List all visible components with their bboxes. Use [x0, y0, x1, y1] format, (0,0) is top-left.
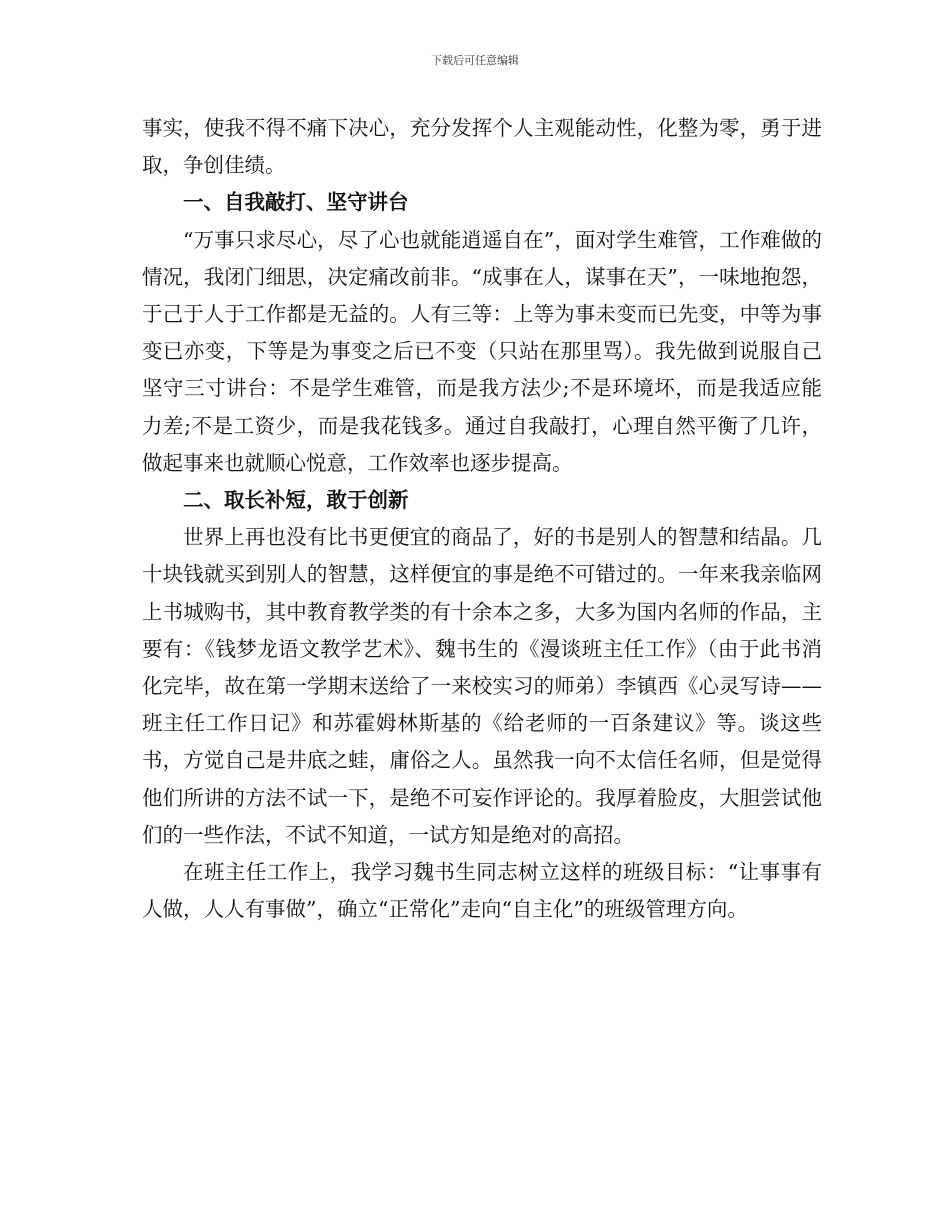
- paragraph-self-reflection: “万事只求尽心，尽了心也就能逍遥自在”，面对学生难管，工作难做的情况，我闭门细思，决定痛改前非。“成事在人，谋事在天”，一味地抱怨，于己于人于工作都是无益的。人有三等：上等为事未变而已先变，中等为事变已亦变，下等是为事变之后已不变（只站在那里骂）。我先做到说服自己坚守三寸讲台：不是学生难管，而是我方法少;不是环境坏，而是我适应能力差;不是工资少，而是我花钱多。通过自我敲打，心理自然平衡了几许，做起事来也就顺心悦意，工作效率也逐步提高。: [142, 227, 822, 475]
- document-body: [142, 110, 822, 928]
- section-heading-1: 一、自我敲打、坚守讲台: [183, 190, 409, 215]
- paragraph-class-management: 在班主任工作上，我学习魏书生同志树立这样的班级目标：“让事事有人做，人人有事做”，确立“正常化”走向“自主化”的班级管理方向。: [142, 860, 822, 922]
- paragraph-continuation: 事实，使我不得不痛下决心，充分发挥个人主观能动性，化整为零，勇于进取，争创佳绩。: [142, 116, 822, 178]
- section-heading-2: 二、取长补短，敢于创新: [183, 488, 409, 513]
- paragraph-reading: 世界上再也没有比书更便宜的商品了，好的书是别人的智慧和结晶。几十块钱就买到别人的智慧，这样便宜的事是绝不可错过的。一年来我亲临网上书城购书，其中教育教学类的有十余本之多，大多为国内名师的作品，主要有：《钱梦龙语文教学艺术》、魏书生的《漫谈班主任工作》（由于此书消化完毕，故在第一学期末送给了一来校实习的师弟）李镇西《心灵写诗——班主任工作日记》和苏霍姆林斯基的《给老师的一百条建议》等。谈这些书，方觉自己是井底之蛙，庸俗之人。虽然我一向不太信任名师，但是觉得他们所讲的方法不试一下，是绝不可妄作评论的。我厚着脸皮，大胆尝试他们的一些作法，不试不知道，一试方知是绝对的高招。: [142, 525, 822, 847]
- header-note: 下载后可任意编辑: [431, 54, 519, 67]
